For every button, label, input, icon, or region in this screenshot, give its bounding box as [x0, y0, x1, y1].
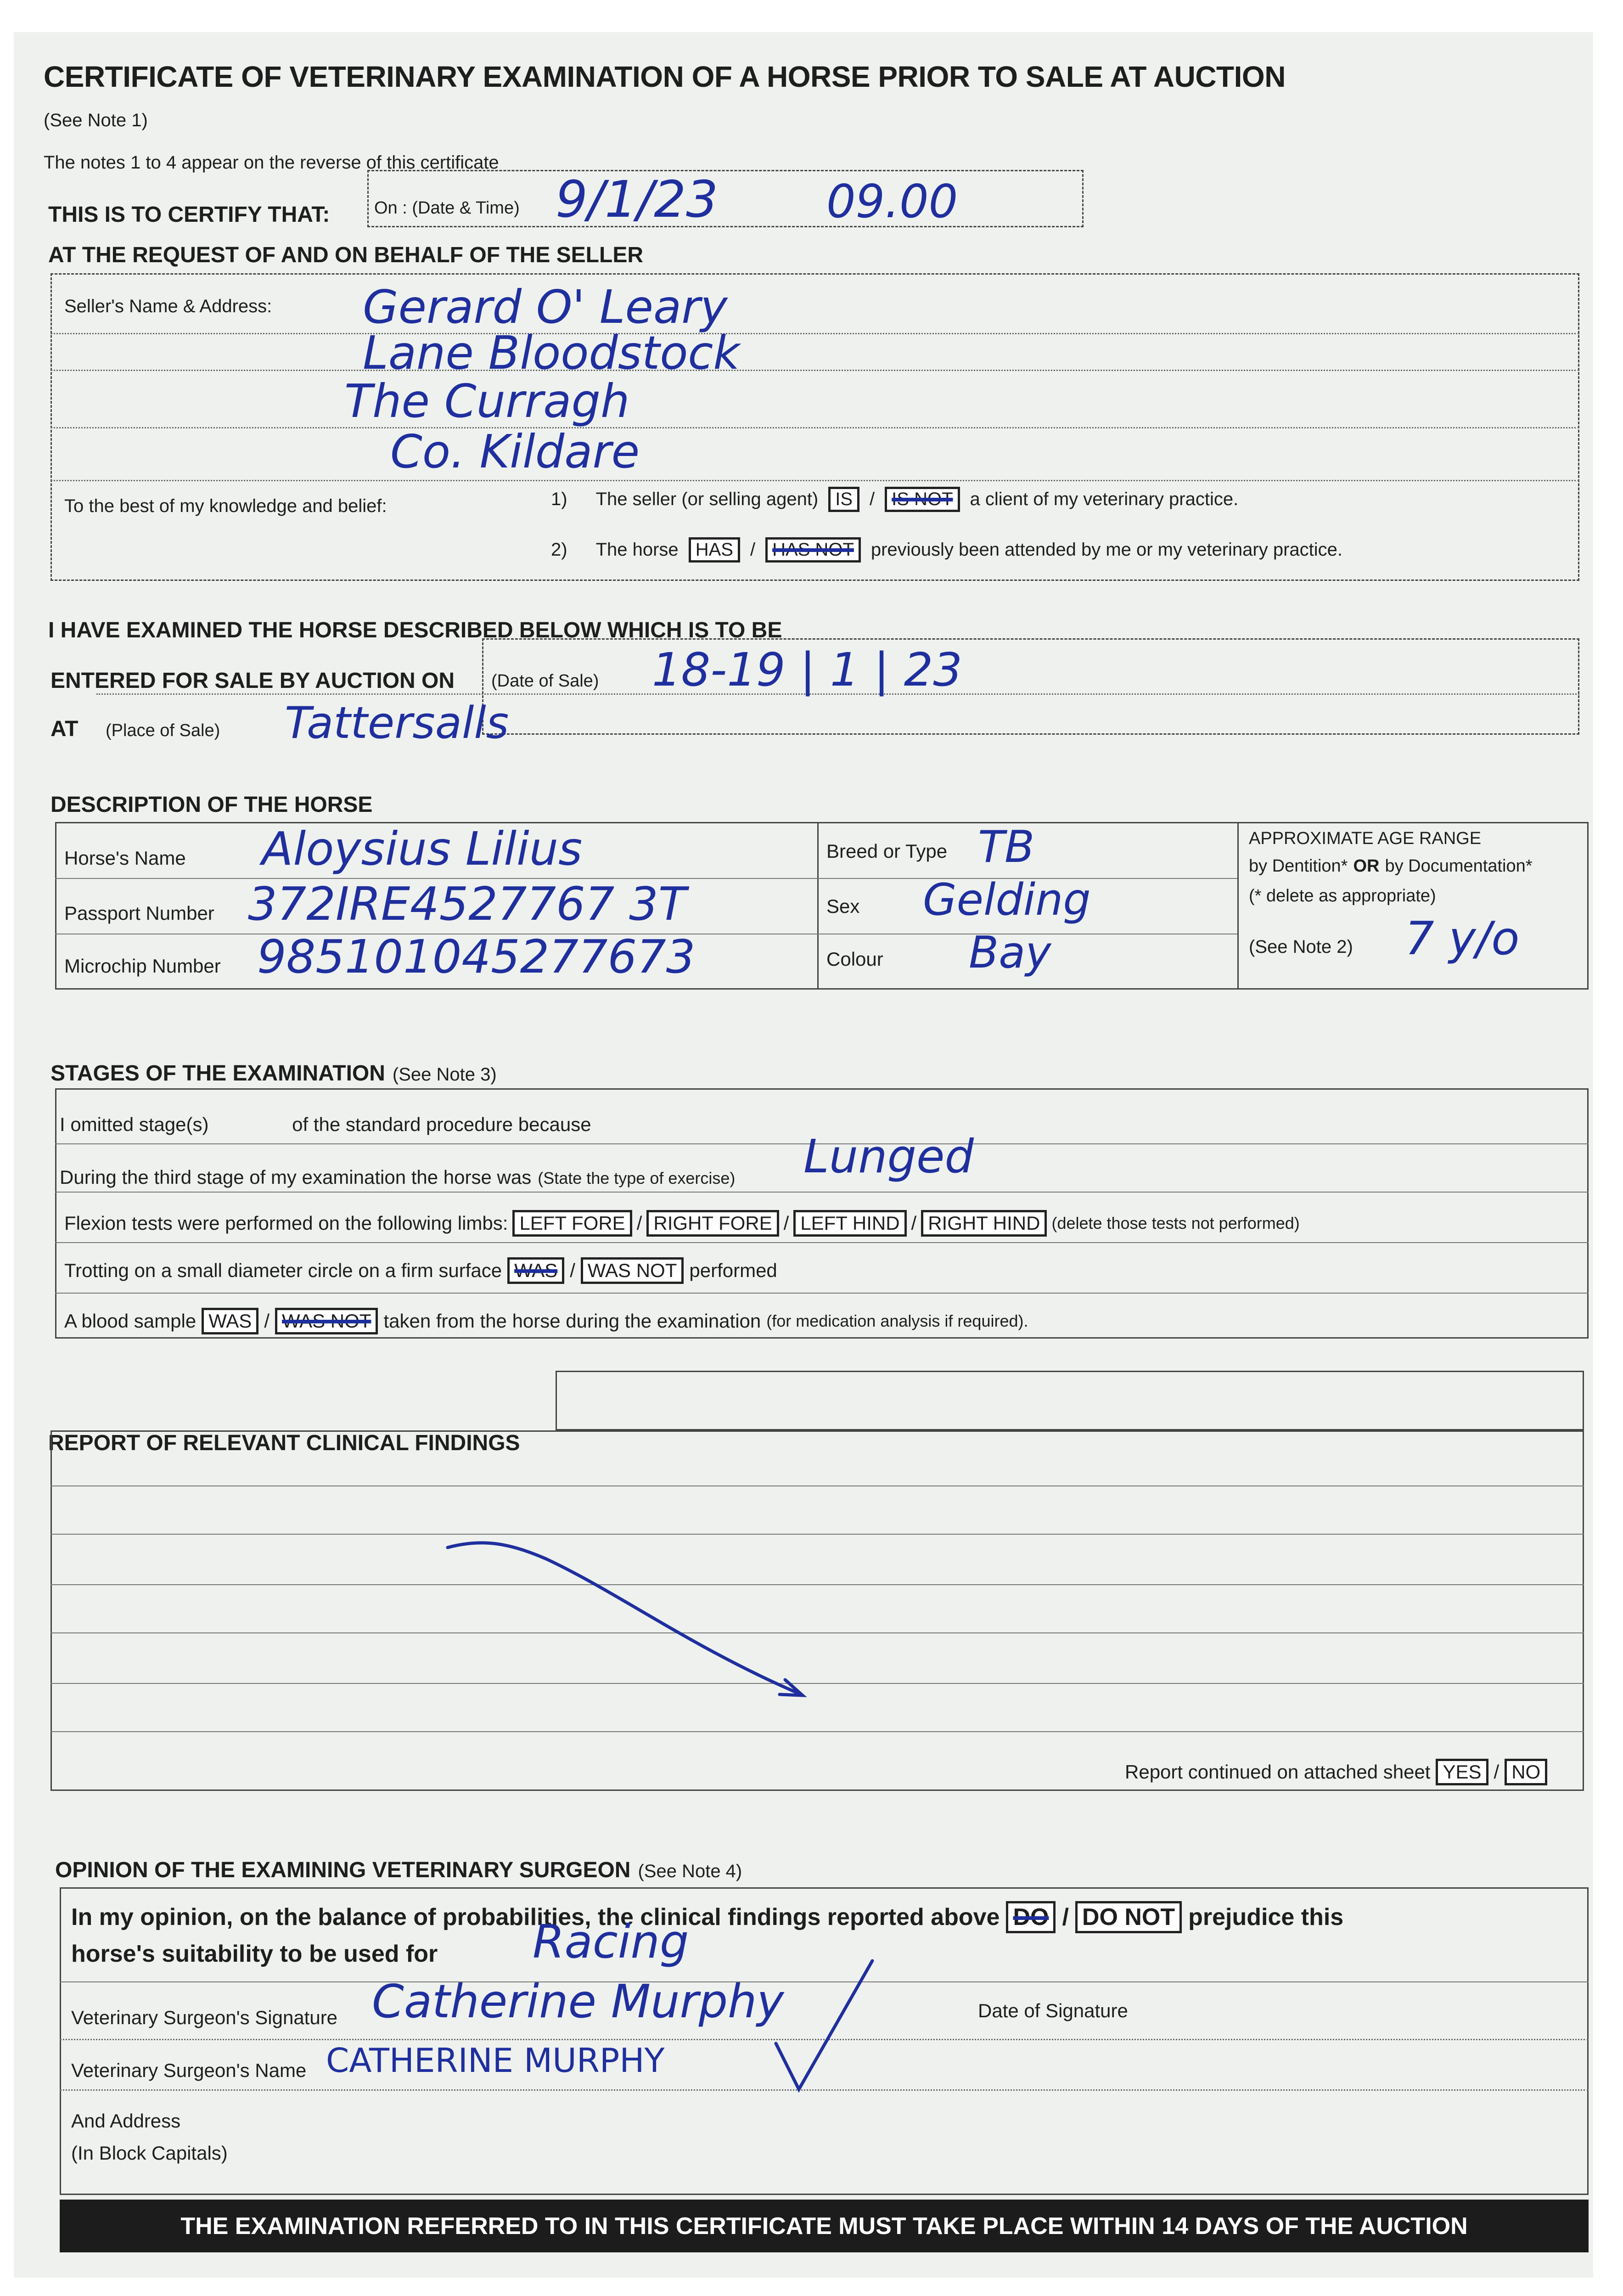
address-label: And Address: [71, 2110, 181, 2132]
page-title: CERTIFICATE OF VETERINARY EXAMINATION OF A HORSE PRIOR TO SALE AT AUCTION: [44, 60, 1286, 93]
opinion-text-pre: In my opinion, on the balance of probabilities, the clinical findings reported above: [71, 1904, 1000, 1930]
age-or: OR: [1353, 856, 1380, 876]
horse-name-label: Horse's Name: [64, 847, 186, 869]
seller-line-2[interactable]: Lane Bloodstock: [363, 326, 740, 380]
colour-value[interactable]: Bay: [969, 928, 1051, 978]
date-of-signature-label: Date of Signature: [978, 2000, 1128, 2021]
name-value[interactable]: CATHERINE MURPHY: [326, 2041, 665, 2080]
blood-note: (for medication analysis if required).: [766, 1311, 1028, 1330]
k2-option-has-not[interactable]: HAS NOT: [765, 537, 861, 563]
third-stage-hint: (State the type of exercise): [538, 1169, 736, 1187]
blood-sep: /: [264, 1310, 270, 1332]
opinion-note: (See Note 4): [638, 1861, 742, 1881]
third-stage-row: [60, 1166, 735, 1188]
notes-text: The notes 1 to 4 appear on the reverse of this certificate: [44, 152, 499, 173]
signature-tick: [767, 1956, 877, 2094]
age-see-note: (See Note 2): [1249, 937, 1353, 957]
blood-row: [64, 1308, 1028, 1334]
on-label: On : (Date & Time): [374, 198, 520, 218]
flexion-note: (delete those tests not performed): [1051, 1214, 1300, 1232]
report-continued-label: Report continued on attached sheet: [1125, 1761, 1431, 1783]
signature-value[interactable]: Catherine Murphy: [372, 1975, 784, 2028]
strike-through-line: [445, 1534, 813, 1704]
opinion-sep: /: [1062, 1904, 1069, 1930]
flexion-sep-1: /: [636, 1212, 642, 1234]
k1-option-is-not[interactable]: IS NOT: [885, 487, 960, 512]
flexion-row: [64, 1210, 1300, 1237]
colour-label: Colour: [826, 948, 883, 970]
blood-pre: A blood sample: [64, 1310, 197, 1332]
breed-label: Breed or Type: [826, 840, 948, 862]
on-time-value[interactable]: 09.00: [826, 174, 958, 228]
report-heading: REPORT OF RELEVANT CLINICAL FINDINGS: [48, 1431, 520, 1455]
horse-name-value[interactable]: Aloysius Lilius: [262, 822, 583, 876]
opinion-option-do[interactable]: DO: [1006, 1901, 1056, 1933]
on-date-value[interactable]: 9/1/23: [556, 170, 719, 229]
report-box: [51, 1430, 1584, 1791]
age-delete-note: (* delete as appropriate): [1249, 886, 1436, 906]
certificate-paper: [14, 32, 1593, 2278]
age-by-dentition[interactable]: by Dentition*: [1249, 856, 1348, 876]
report-yes[interactable]: YES: [1436, 1759, 1488, 1785]
sex-value[interactable]: Gelding: [923, 875, 1091, 925]
passport-value[interactable]: 372IRE4527767 3T: [248, 877, 686, 931]
flexion-label: Flexion tests were performed on the following limbs:: [64, 1212, 508, 1234]
trotting-label: Trotting on a small diameter circle on a firm surface: [64, 1260, 502, 1281]
blood-post: taken from the horse during the examination: [383, 1310, 761, 1332]
age-value[interactable]: 7 y/o: [1405, 912, 1520, 965]
omitted-row: [60, 1114, 591, 1136]
trotting-post: performed: [689, 1260, 777, 1281]
at-label: AT: [51, 717, 79, 741]
passport-label: Passport Number: [64, 902, 214, 924]
report-continued-row: [1125, 1759, 1547, 1785]
flexion-sep-3: /: [911, 1212, 917, 1234]
knowledge-item-2: [551, 537, 1342, 563]
report-sep: /: [1494, 1761, 1499, 1783]
description-heading: DESCRIPTION OF THE HORSE: [51, 793, 373, 817]
stages-heading: STAGES OF THE EXAMINATION: [51, 1061, 385, 1086]
opinion-heading: OPINION OF THE EXAMINING VETERINARY SURGEON: [55, 1858, 631, 1882]
flexion-sep-2: /: [783, 1212, 789, 1234]
k1-separator: /: [870, 489, 875, 509]
k2-separator: /: [750, 540, 756, 560]
flexion-left-hind[interactable]: LEFT HIND: [793, 1210, 906, 1237]
date-of-sale-value[interactable]: 18-19 | 1 | 23: [652, 643, 962, 697]
flexion-right-hind[interactable]: RIGHT HIND: [921, 1210, 1047, 1237]
flexion-right-fore[interactable]: RIGHT FORE: [646, 1210, 779, 1237]
breed-value[interactable]: TB: [978, 822, 1035, 872]
footer-banner: [60, 2200, 1589, 2252]
trotting-sep: /: [570, 1260, 575, 1281]
age-heading: APPROXIMATE AGE RANGE: [1249, 829, 1482, 848]
opinion-value[interactable]: Racing: [533, 1915, 689, 1969]
report-no[interactable]: NO: [1505, 1759, 1547, 1785]
stages-note: (See Note 3): [392, 1064, 497, 1085]
blood-option-was[interactable]: WAS: [202, 1308, 258, 1334]
k2-post: previously been attended by me or my veterinary practice.: [870, 540, 1343, 560]
microchip-label: Microchip Number: [64, 955, 221, 977]
third-stage-value[interactable]: Lunged: [803, 1130, 974, 1183]
opinion-text-post: prejudice this: [1188, 1904, 1344, 1930]
third-stage-label: During the third stage of my examination the horse was: [60, 1166, 532, 1188]
footer-banner-text: THE EXAMINATION REFERRED TO IN THIS CERTIFICATE MUST TAKE PLACE WITHIN 14 DAYS OF THE AUCTION: [180, 2212, 1468, 2240]
address-hint: (In Block Capitals): [71, 2142, 228, 2164]
knowledge-label: To the best of my knowledge and belief:: [64, 496, 387, 516]
opinion-option-do-not[interactable]: DO NOT: [1075, 1901, 1182, 1933]
k2-pre: The horse: [595, 540, 679, 560]
trotting-option-was-not[interactable]: WAS NOT: [581, 1257, 684, 1284]
k1-pre: The seller (or selling agent): [595, 489, 819, 509]
flexion-left-fore[interactable]: LEFT FORE: [512, 1210, 632, 1237]
place-of-sale-value[interactable]: Tattersalls: [285, 698, 509, 748]
seller-line-3[interactable]: The Curragh: [344, 374, 630, 428]
blood-option-was-not[interactable]: WAS NOT: [275, 1308, 378, 1334]
k1-post: a client of my veterinary practice.: [970, 489, 1239, 509]
age-method: [1249, 856, 1533, 876]
see-note-1: (See Note 1): [44, 110, 148, 130]
sex-label: Sex: [826, 895, 860, 917]
signature-label: Veterinary Surgeon's Signature: [71, 2007, 338, 2028]
age-by-documentation[interactable]: by Documentation*: [1385, 856, 1533, 876]
certify-label: THIS IS TO CERTIFY THAT:: [48, 203, 330, 227]
k1-option-is[interactable]: IS: [828, 487, 859, 512]
entered-label: ENTERED FOR SALE BY AUCTION ON: [51, 669, 455, 693]
opinion-line-2: horse's suitability to be used for: [71, 1941, 438, 1967]
k2-number: 2): [551, 540, 567, 560]
stages-heading-row: [51, 1061, 497, 1086]
opinion-heading-row: [55, 1857, 742, 1883]
microchip-value[interactable]: 985101045277673: [257, 930, 696, 984]
seller-line-1[interactable]: Gerard O' Leary: [363, 280, 728, 334]
opinion-text-row: [71, 1901, 1343, 1933]
request-heading: AT THE REQUEST OF AND ON BEHALF OF THE SELLER: [48, 243, 643, 267]
omitted-pre: I omitted stage(s): [60, 1114, 209, 1135]
omitted-post: of the standard procedure because: [292, 1114, 591, 1135]
examined-heading: I HAVE EXAMINED THE HORSE DESCRIBED BELOW WHICH IS TO BE: [48, 618, 782, 642]
trotting-row: [64, 1257, 777, 1284]
k1-number: 1): [551, 489, 567, 509]
date-of-sale-label: (Date of Sale): [491, 671, 599, 691]
sale-box: [482, 638, 1579, 735]
k2-option-has[interactable]: HAS: [689, 537, 740, 563]
place-of-sale-label: (Place of Sale): [106, 721, 220, 740]
seller-label: Seller's Name & Address:: [64, 296, 272, 316]
trotting-option-was[interactable]: WAS: [507, 1257, 564, 1284]
knowledge-item-1: [551, 487, 1238, 512]
name-label: Veterinary Surgeon's Name: [71, 2060, 307, 2081]
report-heading-box: [556, 1371, 1584, 1430]
seller-line-4[interactable]: Co. Kildare: [390, 425, 640, 478]
